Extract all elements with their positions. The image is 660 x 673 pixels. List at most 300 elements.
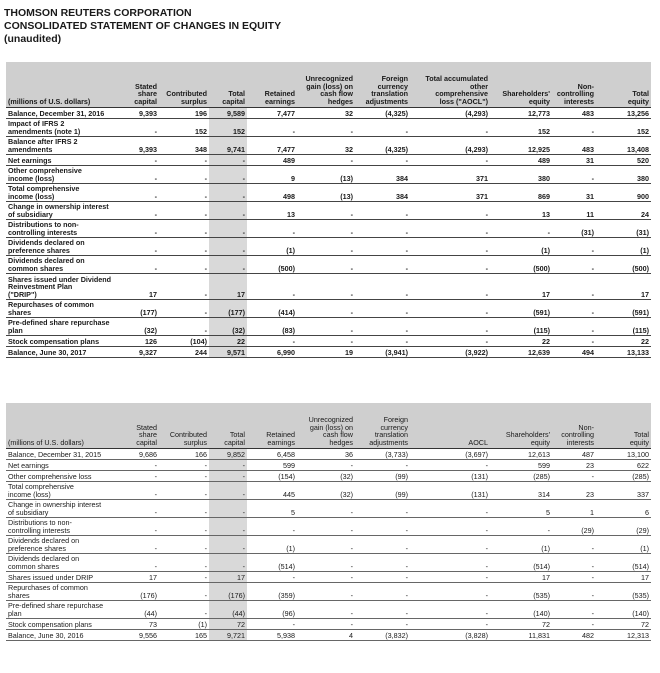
table-header-row bbox=[6, 403, 651, 448]
table-cell: - bbox=[355, 201, 410, 219]
table-cell: (591) bbox=[490, 299, 552, 317]
table-cell: - bbox=[209, 165, 247, 183]
table-cell: (1) bbox=[596, 535, 651, 553]
table-cell: - bbox=[552, 273, 596, 299]
table-cell: 900 bbox=[596, 183, 651, 201]
table-cell: - bbox=[119, 459, 159, 470]
table-cell: 17 bbox=[119, 571, 159, 582]
table-cell: - bbox=[552, 535, 596, 553]
table-cell: 152 bbox=[159, 118, 209, 136]
row-label: Other comprehensive loss bbox=[6, 470, 119, 481]
table-cell: - bbox=[410, 219, 490, 237]
table-cell: - bbox=[159, 183, 209, 201]
row-label: Stock compensation plans bbox=[6, 335, 119, 346]
table-header-row bbox=[6, 62, 651, 107]
table-cell: 13,408 bbox=[596, 136, 651, 154]
table-cell: - bbox=[297, 219, 355, 237]
table-cell: 17 bbox=[596, 273, 651, 299]
table-cell: - bbox=[159, 470, 209, 481]
table-row bbox=[6, 535, 651, 553]
table-cell: - bbox=[410, 237, 490, 255]
table-cell: 17 bbox=[209, 273, 247, 299]
table-cell: 22 bbox=[209, 335, 247, 346]
table-cell: - bbox=[355, 118, 410, 136]
table-cell: - bbox=[355, 571, 410, 582]
table-cell: (115) bbox=[490, 317, 552, 335]
table-cell: 489 bbox=[490, 154, 552, 165]
table-row bbox=[6, 255, 651, 273]
table-cell: 380 bbox=[596, 165, 651, 183]
column-header: Foreign currency translation adjustments bbox=[355, 403, 410, 448]
table-cell: - bbox=[552, 600, 596, 618]
table-cell: (285) bbox=[596, 470, 651, 481]
table-cell: - bbox=[297, 618, 355, 629]
table-cell: - bbox=[552, 553, 596, 571]
table-cell: - bbox=[410, 118, 490, 136]
table-cell: (1) bbox=[490, 237, 552, 255]
table-cell: - bbox=[119, 183, 159, 201]
table-cell: (500) bbox=[596, 255, 651, 273]
table-cell: (285) bbox=[490, 470, 552, 481]
table-cell: (514) bbox=[596, 553, 651, 571]
table-cell: - bbox=[355, 317, 410, 335]
table-cell: - bbox=[355, 299, 410, 317]
table-cell: 5 bbox=[490, 499, 552, 517]
table-cell: (359) bbox=[247, 582, 297, 600]
table-cell: 11,831 bbox=[490, 629, 552, 640]
table-cell: (154) bbox=[247, 470, 297, 481]
table-cell: - bbox=[247, 517, 297, 535]
table-cell: 9,589 bbox=[209, 107, 247, 118]
table-row bbox=[6, 629, 651, 640]
column-header: (millions of U.S. dollars) bbox=[6, 403, 119, 448]
row-label: Shares issued under DRIP bbox=[6, 571, 119, 582]
table-cell: - bbox=[297, 201, 355, 219]
table-cell: - bbox=[410, 154, 490, 165]
table-cell: - bbox=[297, 273, 355, 299]
table-cell: (13) bbox=[297, 165, 355, 183]
table-cell: - bbox=[355, 582, 410, 600]
row-label: Repurchases of common shares bbox=[6, 299, 119, 317]
column-header: Stated share capital bbox=[119, 403, 159, 448]
equity-table-2017 bbox=[6, 62, 651, 358]
table-cell: 9,721 bbox=[209, 629, 247, 640]
column-header: Unrecognized gain (loss) on cash flow hedges bbox=[297, 403, 355, 448]
statement-title: CONSOLIDATED STATEMENT OF CHANGES IN EQUITY bbox=[4, 20, 282, 32]
table-cell: 31 bbox=[552, 154, 596, 165]
table-cell: - bbox=[355, 335, 410, 346]
table-cell: - bbox=[552, 255, 596, 273]
table-cell: - bbox=[297, 118, 355, 136]
table-cell: 445 bbox=[247, 481, 297, 499]
table-cell: 32 bbox=[297, 107, 355, 118]
table-cell: 9,686 bbox=[119, 448, 159, 459]
table-cell: - bbox=[355, 499, 410, 517]
table-cell: - bbox=[119, 255, 159, 273]
row-label: Distributions to non- controlling interests bbox=[6, 219, 119, 237]
table-cell: (514) bbox=[247, 553, 297, 571]
column-header: Shareholders' equity bbox=[490, 62, 552, 107]
row-label: Impact of IFRS 2 amendments (note 1) bbox=[6, 118, 119, 136]
column-header: Total capital bbox=[209, 403, 247, 448]
table-cell: 483 bbox=[552, 107, 596, 118]
row-label: Balance, June 30, 2016 bbox=[6, 629, 119, 640]
row-label: Pre-defined share repurchase plan bbox=[6, 317, 119, 335]
table-row bbox=[6, 470, 651, 481]
row-label: Distributions to non- controlling interests bbox=[6, 517, 119, 535]
table-cell: 22 bbox=[490, 335, 552, 346]
table-cell: 13,133 bbox=[596, 346, 651, 357]
table-cell: 12,313 bbox=[596, 629, 651, 640]
column-header: Total capital bbox=[209, 62, 247, 107]
table-cell: 9,393 bbox=[119, 107, 159, 118]
table-cell: - bbox=[159, 201, 209, 219]
table-cell: - bbox=[119, 481, 159, 499]
table-cell: - bbox=[410, 299, 490, 317]
row-label: Shares issued under Dividend Reinvestment Plan ("DRIP") bbox=[6, 273, 119, 299]
table-row bbox=[6, 335, 651, 346]
table-cell: (1) bbox=[247, 237, 297, 255]
table-cell: 348 bbox=[159, 136, 209, 154]
table-row bbox=[6, 571, 651, 582]
table-cell: - bbox=[410, 618, 490, 629]
table-cell: - bbox=[297, 600, 355, 618]
row-label: Net earnings bbox=[6, 154, 119, 165]
table-cell: 196 bbox=[159, 107, 209, 118]
table-cell: - bbox=[247, 335, 297, 346]
row-label: Change in ownership interest of subsidiary bbox=[6, 499, 119, 517]
table-cell: - bbox=[209, 459, 247, 470]
table-cell: (3,922) bbox=[410, 346, 490, 357]
table-cell: - bbox=[247, 571, 297, 582]
table-cell: 165 bbox=[159, 629, 209, 640]
table-cell: - bbox=[355, 600, 410, 618]
table-cell: (3,733) bbox=[355, 448, 410, 459]
table-cell: (591) bbox=[596, 299, 651, 317]
table-cell: (177) bbox=[119, 299, 159, 317]
table-cell: - bbox=[119, 535, 159, 553]
table-row bbox=[6, 582, 651, 600]
table-cell: 32 bbox=[297, 136, 355, 154]
table-cell: (115) bbox=[596, 317, 651, 335]
table-row bbox=[6, 600, 651, 618]
table-cell: (3,941) bbox=[355, 346, 410, 357]
table-row bbox=[6, 165, 651, 183]
table-cell: 314 bbox=[490, 481, 552, 499]
table-cell: 126 bbox=[119, 335, 159, 346]
table-cell: - bbox=[119, 553, 159, 571]
table-cell: 9 bbox=[247, 165, 297, 183]
table-cell: 520 bbox=[596, 154, 651, 165]
table-cell: - bbox=[297, 499, 355, 517]
table-cell: - bbox=[410, 499, 490, 517]
table-row bbox=[6, 118, 651, 136]
table-cell: (131) bbox=[410, 481, 490, 499]
table-cell: 12,773 bbox=[490, 107, 552, 118]
table-cell: 9,571 bbox=[209, 346, 247, 357]
column-header: (millions of U.S. dollars) bbox=[6, 62, 119, 107]
table-cell: - bbox=[410, 600, 490, 618]
table-row bbox=[6, 136, 651, 154]
table-cell: - bbox=[410, 317, 490, 335]
table-cell: - bbox=[297, 582, 355, 600]
table-cell: 6,458 bbox=[247, 448, 297, 459]
table-row bbox=[6, 517, 651, 535]
table-cell: - bbox=[410, 517, 490, 535]
table-row bbox=[6, 618, 651, 629]
table-cell: - bbox=[119, 219, 159, 237]
table-cell: - bbox=[209, 219, 247, 237]
table-cell: - bbox=[355, 273, 410, 299]
table-cell: (514) bbox=[490, 553, 552, 571]
table-cell: - bbox=[159, 571, 209, 582]
table-cell: - bbox=[119, 165, 159, 183]
table-cell: 498 bbox=[247, 183, 297, 201]
table-cell: 22 bbox=[596, 335, 651, 346]
table-cell: 12,639 bbox=[490, 346, 552, 357]
table-cell: - bbox=[209, 517, 247, 535]
table-cell: - bbox=[552, 118, 596, 136]
table-cell: 152 bbox=[596, 118, 651, 136]
table-cell: - bbox=[297, 553, 355, 571]
table-cell: 869 bbox=[490, 183, 552, 201]
table-cell: - bbox=[159, 517, 209, 535]
row-label: Balance after IFRS 2 amendments bbox=[6, 136, 119, 154]
table-cell: (32) bbox=[209, 317, 247, 335]
table-cell: - bbox=[159, 237, 209, 255]
table-cell: - bbox=[159, 317, 209, 335]
table-cell: 11 bbox=[552, 201, 596, 219]
table-cell: - bbox=[355, 459, 410, 470]
table-cell: 7,477 bbox=[247, 136, 297, 154]
table-cell: - bbox=[159, 481, 209, 499]
table-cell: (176) bbox=[209, 582, 247, 600]
table-cell: 73 bbox=[119, 618, 159, 629]
table-cell: 371 bbox=[410, 183, 490, 201]
table-cell: (500) bbox=[247, 255, 297, 273]
column-header: Shareholders' equity bbox=[490, 403, 552, 448]
table-cell: - bbox=[247, 219, 297, 237]
table-cell: - bbox=[297, 317, 355, 335]
table-cell: 337 bbox=[596, 481, 651, 499]
table-cell: - bbox=[159, 299, 209, 317]
table-row bbox=[6, 448, 651, 459]
table-row bbox=[6, 317, 651, 335]
table-cell: - bbox=[119, 201, 159, 219]
table-cell: - bbox=[297, 517, 355, 535]
table-cell: 72 bbox=[596, 618, 651, 629]
row-label: Total comprehensive income (loss) bbox=[6, 183, 119, 201]
table-cell: (29) bbox=[552, 517, 596, 535]
table-cell: (140) bbox=[596, 600, 651, 618]
table-cell: 36 bbox=[297, 448, 355, 459]
table-cell: (96) bbox=[247, 600, 297, 618]
table-cell: - bbox=[247, 618, 297, 629]
table-cell: 19 bbox=[297, 346, 355, 357]
table-cell: 17 bbox=[209, 571, 247, 582]
table-cell: 13,256 bbox=[596, 107, 651, 118]
table-cell: (32) bbox=[297, 470, 355, 481]
table-cell: - bbox=[159, 459, 209, 470]
table-cell: (177) bbox=[209, 299, 247, 317]
table-cell: - bbox=[119, 470, 159, 481]
table-cell: - bbox=[410, 201, 490, 219]
column-header: Stated share capital bbox=[119, 62, 159, 107]
table-cell: (4,325) bbox=[355, 136, 410, 154]
table-cell: - bbox=[410, 535, 490, 553]
row-label: Other comprehensive income (loss) bbox=[6, 165, 119, 183]
table-row bbox=[6, 459, 651, 470]
table-row bbox=[6, 107, 651, 118]
table-cell: 6 bbox=[596, 499, 651, 517]
table-cell: 4 bbox=[297, 629, 355, 640]
table-cell: - bbox=[119, 154, 159, 165]
table-cell: - bbox=[209, 201, 247, 219]
table-cell: 380 bbox=[490, 165, 552, 183]
table-row bbox=[6, 481, 651, 499]
table-cell: (535) bbox=[490, 582, 552, 600]
table-cell: 17 bbox=[490, 273, 552, 299]
table-cell: - bbox=[209, 553, 247, 571]
table-cell: - bbox=[209, 535, 247, 553]
equity-table-2017-wrapper bbox=[6, 62, 651, 358]
table-cell: - bbox=[355, 618, 410, 629]
table-cell: 13,100 bbox=[596, 448, 651, 459]
table-cell: - bbox=[410, 273, 490, 299]
table-cell: 599 bbox=[490, 459, 552, 470]
table-cell: (83) bbox=[247, 317, 297, 335]
table-cell: 5,938 bbox=[247, 629, 297, 640]
table-cell: 6,990 bbox=[247, 346, 297, 357]
table-cell: - bbox=[355, 255, 410, 273]
table-cell: 166 bbox=[159, 448, 209, 459]
table-cell: - bbox=[552, 335, 596, 346]
table-cell: - bbox=[355, 219, 410, 237]
table-cell: 384 bbox=[355, 165, 410, 183]
column-header: Contributed surplus bbox=[159, 403, 209, 448]
table-cell: (414) bbox=[247, 299, 297, 317]
equity-table-2016-wrapper bbox=[6, 403, 651, 641]
table-cell: (131) bbox=[410, 470, 490, 481]
table-cell: - bbox=[209, 481, 247, 499]
column-header: Total equity bbox=[596, 403, 651, 448]
table-cell: - bbox=[159, 582, 209, 600]
table-cell: - bbox=[159, 154, 209, 165]
table-cell: - bbox=[355, 517, 410, 535]
column-header: Non- controlling interests bbox=[552, 403, 596, 448]
table-cell: 371 bbox=[410, 165, 490, 183]
column-header: Retained earnings bbox=[247, 62, 297, 107]
table-cell: - bbox=[159, 499, 209, 517]
table-cell: (32) bbox=[297, 481, 355, 499]
table-cell: - bbox=[209, 255, 247, 273]
table-cell: - bbox=[552, 618, 596, 629]
table-cell: (1) bbox=[596, 237, 651, 255]
table-row bbox=[6, 183, 651, 201]
table-cell: - bbox=[552, 470, 596, 481]
table-cell: (3,828) bbox=[410, 629, 490, 640]
column-header: Foreign currency translation adjustments bbox=[355, 62, 410, 107]
column-header: Unrecognized gain (loss) on cash flow hedges bbox=[297, 62, 355, 107]
table-cell: (31) bbox=[552, 219, 596, 237]
table-cell: 494 bbox=[552, 346, 596, 357]
table-cell: - bbox=[119, 517, 159, 535]
table-cell: 23 bbox=[552, 481, 596, 499]
table-cell: - bbox=[209, 237, 247, 255]
table-cell: 17 bbox=[596, 571, 651, 582]
table-cell: - bbox=[119, 118, 159, 136]
column-header: Total equity bbox=[596, 62, 651, 107]
table-cell: (4,325) bbox=[355, 107, 410, 118]
table-cell: - bbox=[297, 459, 355, 470]
table-cell: 72 bbox=[490, 618, 552, 629]
table-cell: 5 bbox=[247, 499, 297, 517]
table-cell: - bbox=[159, 165, 209, 183]
table-row bbox=[6, 346, 651, 357]
table-row bbox=[6, 553, 651, 571]
table-cell: - bbox=[297, 535, 355, 553]
table-cell: - bbox=[490, 219, 552, 237]
table-cell: 12,925 bbox=[490, 136, 552, 154]
table-cell: 384 bbox=[355, 183, 410, 201]
table-cell: - bbox=[410, 255, 490, 273]
table-cell: 7,477 bbox=[247, 107, 297, 118]
table-cell: (1) bbox=[490, 535, 552, 553]
table-cell: - bbox=[297, 237, 355, 255]
table-cell: - bbox=[247, 118, 297, 136]
table-cell: - bbox=[159, 273, 209, 299]
table-cell: 13 bbox=[490, 201, 552, 219]
table-cell: 72 bbox=[209, 618, 247, 629]
table-cell: - bbox=[490, 517, 552, 535]
table-cell: (140) bbox=[490, 600, 552, 618]
column-header: Non- controlling interests bbox=[552, 62, 596, 107]
table-cell: - bbox=[297, 299, 355, 317]
table-cell: (13) bbox=[297, 183, 355, 201]
table-cell: - bbox=[297, 255, 355, 273]
table-cell: - bbox=[355, 237, 410, 255]
table-cell: 17 bbox=[490, 571, 552, 582]
row-label: Dividends declared on preference shares bbox=[6, 535, 119, 553]
row-label: Repurchases of common shares bbox=[6, 582, 119, 600]
table-cell: 17 bbox=[119, 273, 159, 299]
table-cell: 9,393 bbox=[119, 136, 159, 154]
row-label: Dividends declared on common shares bbox=[6, 255, 119, 273]
table-cell: (1) bbox=[247, 535, 297, 553]
row-label: Total comprehensive income (loss) bbox=[6, 481, 119, 499]
table-row bbox=[6, 237, 651, 255]
table-cell: - bbox=[552, 317, 596, 335]
table-cell: 24 bbox=[596, 201, 651, 219]
row-label: Balance, June 30, 2017 bbox=[6, 346, 119, 357]
table-cell: - bbox=[119, 499, 159, 517]
table-cell: (500) bbox=[490, 255, 552, 273]
table-cell: 622 bbox=[596, 459, 651, 470]
table-cell: 9,327 bbox=[119, 346, 159, 357]
table-cell: (31) bbox=[596, 219, 651, 237]
table-cell: 1 bbox=[552, 499, 596, 517]
table-cell: - bbox=[355, 154, 410, 165]
table-cell: (99) bbox=[355, 470, 410, 481]
unaudited-note: (unaudited) bbox=[4, 33, 62, 45]
table-cell: (3,832) bbox=[355, 629, 410, 640]
table-cell: 244 bbox=[159, 346, 209, 357]
row-label: Net earnings bbox=[6, 459, 119, 470]
table-cell: - bbox=[209, 499, 247, 517]
table-cell: - bbox=[355, 553, 410, 571]
table-cell: - bbox=[297, 571, 355, 582]
table-cell: - bbox=[410, 459, 490, 470]
